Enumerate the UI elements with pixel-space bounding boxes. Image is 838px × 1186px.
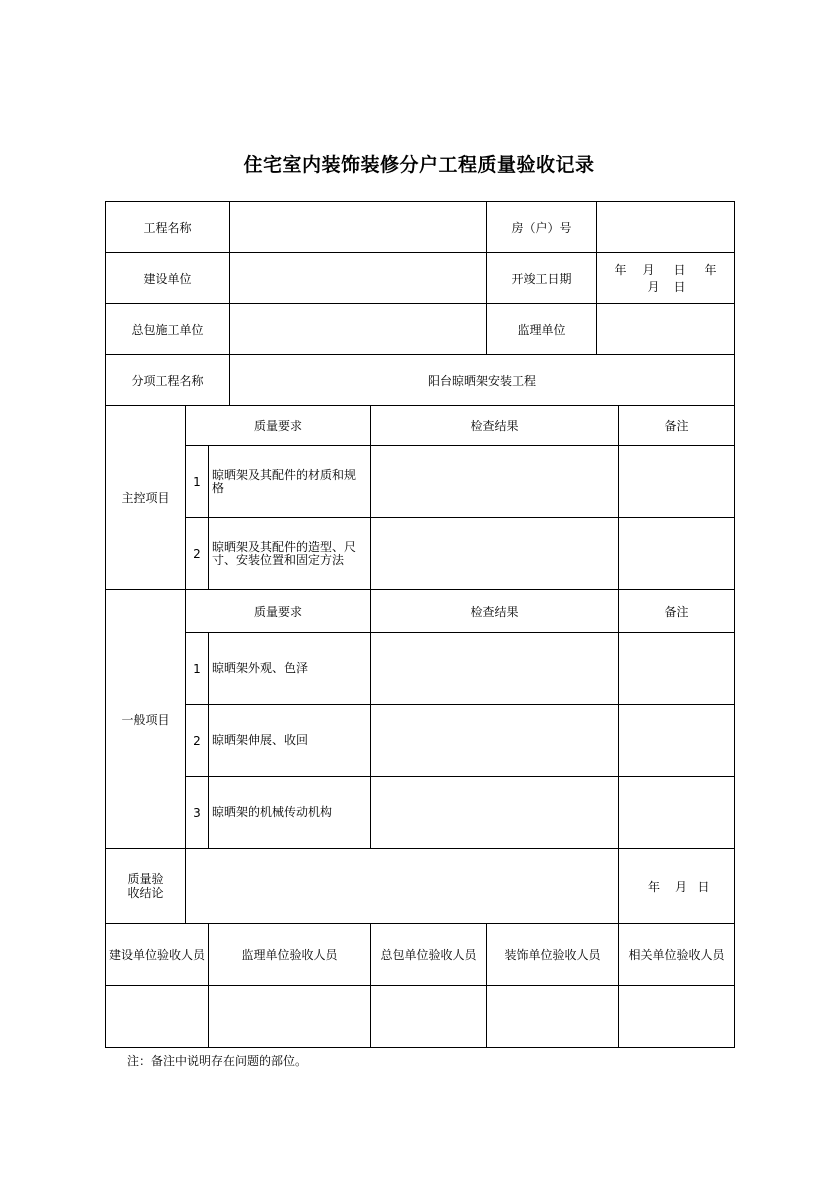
footnote: 注：备注中说明存在问题的部位。 (127, 1054, 308, 1068)
general-item-result[interactable] (371, 777, 619, 849)
main-remark-header: 备注 (619, 406, 735, 446)
general-item-text: 晾晒架外观、色泽 (209, 633, 371, 705)
conclusion-field[interactable] (186, 849, 619, 924)
main-requirement-header: 质量要求 (186, 406, 371, 446)
general-item-remark[interactable] (619, 705, 735, 777)
page-title: 住宅室内装饰装修分户工程质量验收记录 (243, 154, 595, 176)
signer-contractor-header: 总包单位验收人员 (371, 924, 487, 986)
project-name-label: 工程名称 (106, 202, 230, 253)
main-item-remark[interactable] (619, 518, 735, 590)
signer-builder-field[interactable] (106, 986, 209, 1048)
general-item-remark[interactable] (619, 633, 735, 705)
main-item-remark[interactable] (619, 446, 735, 518)
signer-decorator-field[interactable] (487, 986, 619, 1048)
general-item-result[interactable] (371, 705, 619, 777)
subproject-value[interactable]: 阳台晾晒架安装工程 (230, 355, 735, 406)
supervisor-field[interactable] (597, 304, 735, 355)
conclusion-label: 质量验收结论 (106, 849, 186, 924)
builder-field[interactable] (230, 253, 487, 304)
general-item-no: 3 (186, 777, 209, 849)
general-result-header: 检查结果 (371, 590, 619, 633)
signer-decorator-header: 装饰单位验收人员 (487, 924, 619, 986)
dates-label: 开竣工日期 (487, 253, 597, 304)
general-item-no: 1 (186, 633, 209, 705)
builder-label: 建设单位 (106, 253, 230, 304)
main-control-label: 主控项目 (106, 406, 186, 590)
conclusion-year: 年 (648, 879, 661, 894)
inspection-record-table (105, 201, 735, 1048)
signer-related-field[interactable] (619, 986, 735, 1048)
start-day: 日 (673, 263, 686, 277)
end-day: 日 (673, 280, 686, 294)
main-item-text: 晾晒架及其配件的造型、尺寸、安装位置和固定方法 (209, 518, 371, 590)
contractor-field[interactable] (230, 304, 487, 355)
general-requirement-header: 质量要求 (186, 590, 371, 633)
main-item-text: 晾晒架及其配件的材质和规格 (209, 446, 371, 518)
general-item-no: 2 (186, 705, 209, 777)
end-year: 年 (704, 263, 717, 277)
start-year: 年 (614, 263, 627, 277)
general-item-text: 晾晒架的机械传动机构 (209, 777, 371, 849)
dates-field[interactable] (597, 253, 735, 304)
signer-supervisor-field[interactable] (209, 986, 371, 1048)
signer-supervisor-header: 监理单位验收人员 (209, 924, 371, 986)
conclusion-day: 日 (697, 879, 710, 894)
general-remark-header: 备注 (619, 590, 735, 633)
general-item-remark[interactable] (619, 777, 735, 849)
general-item-text: 晾晒架伸展、收回 (209, 705, 371, 777)
contractor-label: 总包施工单位 (106, 304, 230, 355)
general-label: 一般项目 (106, 590, 186, 849)
main-item-no: 1 (186, 446, 209, 518)
conclusion-month: 月 (675, 879, 688, 894)
start-month: 月 (642, 263, 655, 277)
main-item-result[interactable] (371, 518, 619, 590)
end-month: 月 (647, 280, 660, 294)
signer-related-header: 相关单位验收人员 (619, 924, 735, 986)
main-result-header: 检查结果 (371, 406, 619, 446)
general-item-result[interactable] (371, 633, 619, 705)
signer-builder-header: 建设单位验收人员 (106, 924, 209, 986)
signer-contractor-field[interactable] (371, 986, 487, 1048)
room-no-field[interactable] (597, 202, 735, 253)
conclusion-date[interactable] (619, 849, 735, 924)
main-item-result[interactable] (371, 446, 619, 518)
project-name-field[interactable] (230, 202, 487, 253)
room-no-label: 房（户）号 (487, 202, 597, 253)
subproject-label: 分项工程名称 (106, 355, 230, 406)
main-item-no: 2 (186, 518, 209, 590)
supervisor-label: 监理单位 (487, 304, 597, 355)
